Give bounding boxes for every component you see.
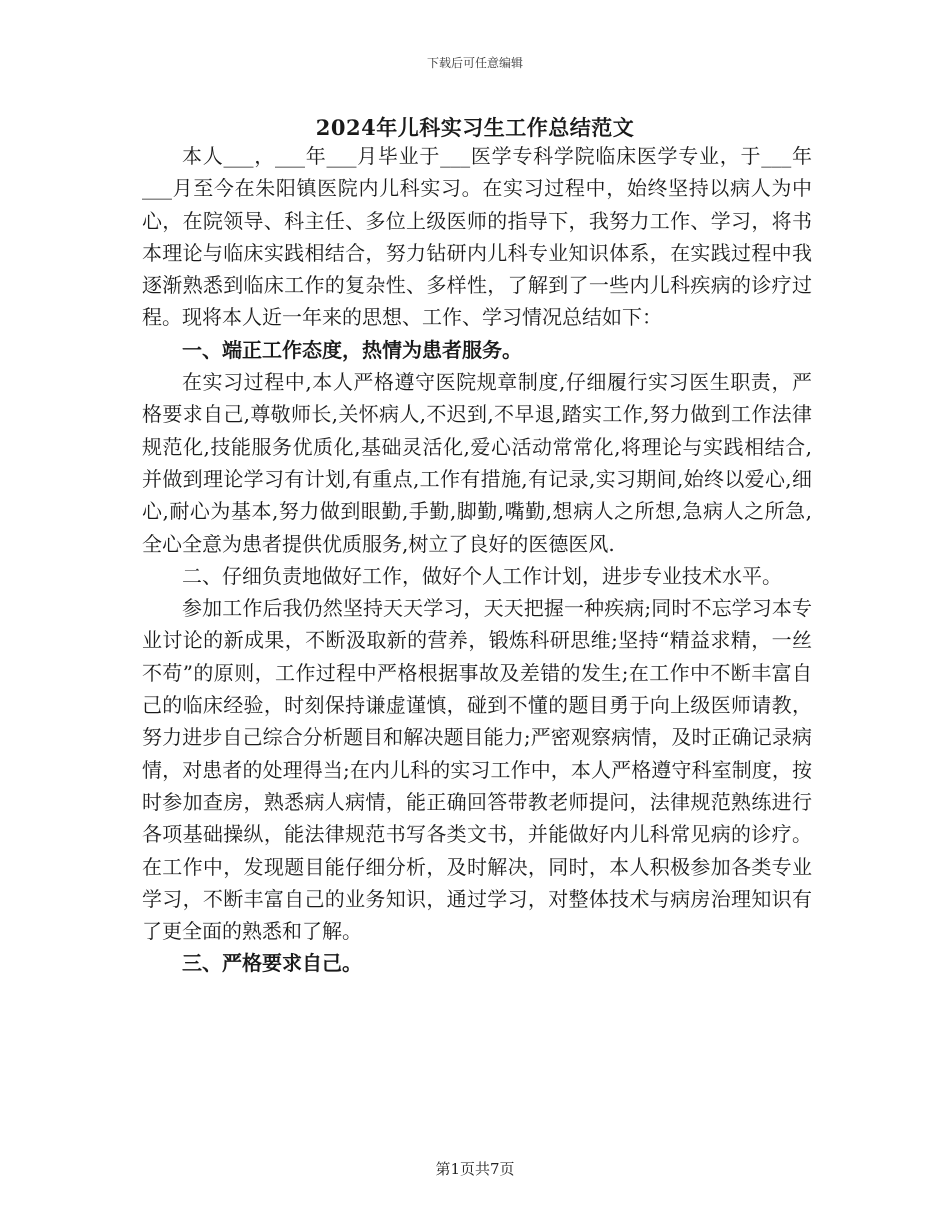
header-note: 下载后可任意编辑 [426, 56, 523, 70]
paragraph-intro: 本人___，___年___月毕业于___医学专科学院临床医学专业，于___年___月至今在朱阳镇医院内儿科实习。在实习过程中，始终坚持以病人为中心，在院领导、科主任、多位上级医师的指导下，我努力工作、学习，将书本理论与临床实践相结合，努力钻研内儿科专业知识体系，在实践过程中我逐渐熟悉到临床工作的复杂性、多样性，了解到了一些内儿科疾病的诊疗过程。现将本人近一年来的思想、工作、学习情况总结如下： [142, 144, 812, 330]
section-heading-3: 三、严格要求自己。 [182, 951, 362, 976]
page-number: 第1页共7页 [435, 1160, 515, 1178]
section-heading-2: 二、仔细负责地做好工作，做好个人工作计划，进步专业技术水平。 [182, 563, 782, 588]
paragraph-section-2: 参加工作后我仍然坚持天天学习，天天把握一种疾病;同时不忘学习本专业讨论的新成果，不断汲取新的营养，锻炼科研思维;坚持“精益求精，一丝不苟”的原则，工作过程中严格根据事故及差错的发生;在工作中不断丰富自己的临床经验，时刻保持谦虚谨慎，碰到不懂的题目勇于向上级医师请教，努力进步自己综合分析题目和解决题目能力;严密观察病情，及时正确记录病情，对患者的处理得当;在内儿科的实习工作中，本人严格遵守科室制度，按时参加查房，熟悉病人病情，能正确回答带教老师提问，法律规范熟练进行各项基础操纵，能法律规范书写各类文书，并能做好内儿科常见病的诊疗。在工作中，发现题目能仔细分析，及时解决，同时，本人积极参加各类专业学习，不断丰富自己的业务知识，通过学习，对整体技术与病房治理知识有了更全面的熟悉和了解。 [142, 596, 812, 944]
section-heading-1: 一、端正工作态度，热情为患者服务。 [182, 337, 522, 362]
document-body [142, 140, 812, 980]
paragraph-section-1: 在实习过程中,本人严格遵守医院规章制度,仔细履行实习医生职责，严格要求自己,尊敬师长,关怀病人,不迟到,不早退,踏实工作,努力做到工作法律规范化,技能服务优质化,基础灵活化,爱心活动常常化,将理论与实践相结合,并做到理论学习有计划,有重点,工作有措施,有记录,实习期间,始终以爱心,细心,耐心为基本,努力做到眼勤,手勤,脚勤,嘴勤,想病人之所想,急病人之所急,全心全意为患者提供优质服务,树立了良好的医德医风. [142, 370, 812, 556]
document-title: 2024年儿科实习生工作总结范文 [315, 115, 635, 140]
